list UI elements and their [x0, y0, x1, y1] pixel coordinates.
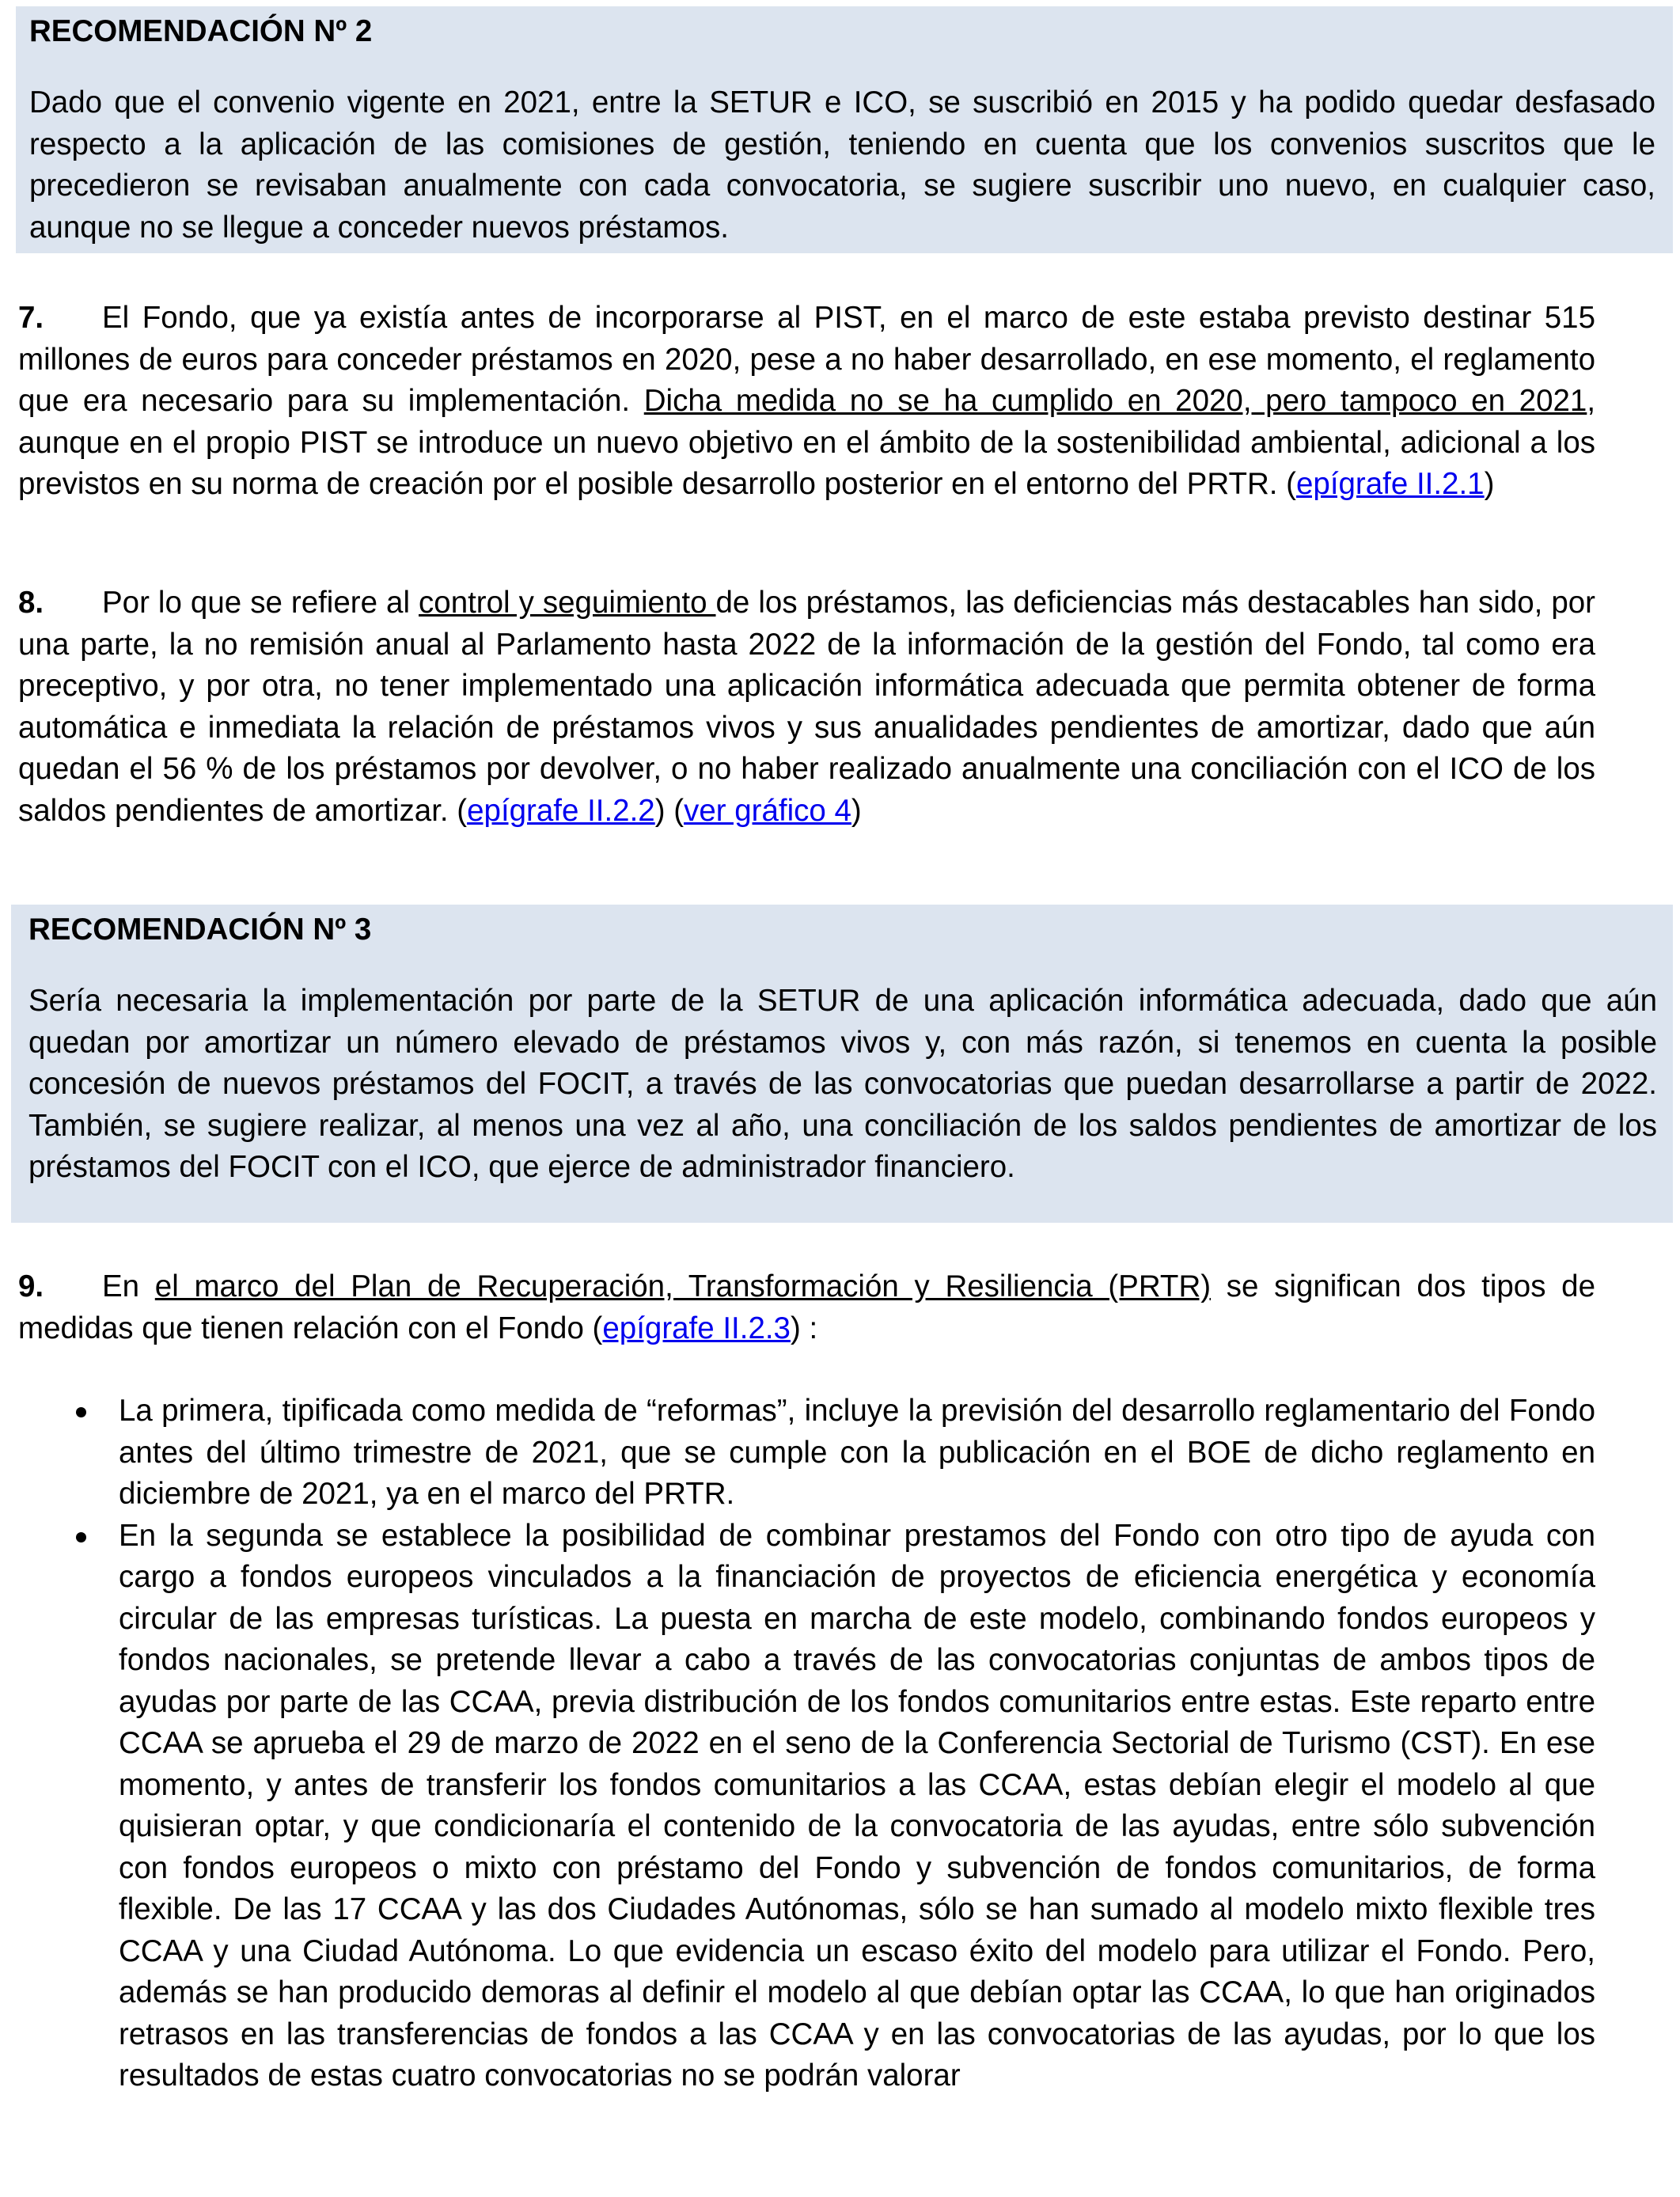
list-item: [0, 1391, 1595, 1516]
epigrafe-link[interactable]: epígrafe II.2.3: [602, 1311, 791, 1345]
recommendation-3-body: Sería necesaria la implementación por parte de la SETUR de una aplicación informática adecuada, dado que aún quedan por amortizar un número elevado de préstamos vivos y, con más razón, si tenemos en cuenta la posible concesión de nuevos préstamos del FOCIT, a través de las convocatorias que puedan desarrollarse a partir de 2022. También, se sugiere realizar, al menos una vez al año, una conciliación de los saldos pendientes de amortizar de los préstamos del FOCIT con el ICO, que ejerce de administrador financiero.: [28, 984, 1657, 1184]
paragraph-text: de los préstamos, las deficiencias más destacables han sido, por una parte, la no remisión anual al Parlamento hasta 2022 de la información de la gestión del Fondo, tal como era preceptivo, y por otra, no tener implementado una aplicación informática adecuada que permita obtener de forma automática e inmediata la relación de préstamos vivos y sus anualidades pendientes de amortizar, dado que aún quedan el 56 % de los préstamos por devolver, o no haber realizado anualmente una conciliación con el ICO de los saldos pendientes de amortizar. (: [18, 586, 1596, 828]
paragraph-text: El Fondo, que ya existía antes de incorporarse al PIST, en el marco de este estaba previsto destinar 515 millones de euros para conceder préstamos en 2020, pese a no haber desarrollado, en ese momento, el reglamento que era necesario para su implementación.: [18, 301, 1595, 418]
paragraph-text: se significan dos tipos de medidas que tienen relación con el Fondo (: [18, 1269, 1595, 1345]
paragraph-text: ): [851, 793, 862, 828]
paragraph-text: ): [1484, 467, 1495, 501]
paragraph-number: 7.: [18, 301, 44, 335]
epigrafe-link[interactable]: epígrafe II.2.2: [467, 793, 655, 828]
paragraph-7: [18, 298, 1595, 506]
bullet-icon: [76, 1407, 86, 1417]
paragraph-text: Por lo que se refiere al: [102, 586, 419, 620]
paragraph-9: [18, 1266, 1595, 1349]
recommendation-2-body: Dado que el convenio vigente en 2021, entre la SETUR e ICO, se suscribió en 2015 y ha podido quedar desfasado respecto a la aplicación de las comisiones de gestión, teniendo en cuenta que los convenios suscritos que le precedieron se revisaban anualmente con cada convocatoria, se sugiere suscribir uno nuevo, en cualquier caso, aunque no se llegue a conceder nuevos préstamos.: [29, 85, 1655, 245]
bullet-icon: [76, 1532, 86, 1542]
list-item-text: La primera, tipificada como medida de “reformas”, incluye la previsión del desarrollo reglamentario del Fondo antes del último trimestre de 2021, que se cumple con la publicación en el BOE de dicho reglamento en diciembre de 2021, ya en el marco del PRTR.: [119, 1394, 1595, 1511]
paragraph-text: En: [102, 1269, 155, 1303]
bullet-list: [0, 1391, 1595, 2097]
ver-grafico-link[interactable]: ver gráfico 4: [684, 793, 851, 828]
paragraph-text: , aunque en el propio PIST se introduce un nuevo objetivo en el ámbito de la sostenibilidad ambiental, adicional a los previstos en su norma de creación por el posible desarrollo posterior en el entorno del PRTR. (: [18, 384, 1596, 501]
underlined-text: el marco del Plan de Recuperación, Transformación y Resiliencia (PRTR): [154, 1269, 1212, 1303]
underlined-text: Dicha medida no se ha cumplido en 2020, pero tampoco en 2021: [643, 384, 1587, 418]
list-item: [0, 1516, 1595, 2097]
list-item-text: En la segunda se establece la posibilidad de combinar prestamos del Fondo con otro tipo de ayuda con cargo a fondos europeos vinculados a la financiación de proyectos de eficiencia energética y economía circular de las empresas turísticas. La puesta en marcha de este modelo, combinando fondos europeos y fondos nacionales, se pretende llevar a cabo a través de las convocatorias conjuntas de ambos tipos de ayudas por parte de las CCAA, previa distribución de los fondos comunitarios entre estas. Este reparto entre CCAA se aprueba el 29 de marzo de 2022 en el seno de la Conferencia Sectorial de Turismo (CST). En ese momento, y antes de transferir los fondos comunitarios a las CCAA, estas debían elegir el modelo al que quisieran optar, y que condicionaría el contenido de la convocatoria de las ayudas, entre sólo subvención con fondos europeos o mixto con préstamo del Fondo y subvención de fondos comunitarios, de forma flexible. De las 17 CCAA y las dos Ciudades Autónomas, sólo se han sumado al modelo mixto flexible tres CCAA y una Ciudad Autónoma. Lo que evidencia un escaso éxito del modelo para utilizar el Fondo. Pero, además se han producido demoras al definir el modelo al que debían optar las CCAA, lo que han originados retrasos en las transferencias de fondos a las CCAA y en las convocatorias de las ayudas, por lo que los resultados de estas cuatro convocatorias no se podrán valorar: [119, 1518, 1595, 2093]
paragraph-text: ) (: [654, 793, 685, 828]
paragraph-8: [18, 582, 1595, 832]
paragraph-number: 9.: [18, 1269, 44, 1303]
epigrafe-link[interactable]: epígrafe II.2.1: [1296, 467, 1485, 501]
paragraph-text: ) :: [790, 1311, 818, 1345]
recommendation-2-title: RECOMENDACIÓN Nº 2: [29, 14, 373, 48]
underlined-text: control y seguimiento: [419, 586, 716, 620]
recommendation-3-title: RECOMENDACIÓN Nº 3: [28, 913, 372, 947]
paragraph-number: 8.: [18, 586, 44, 620]
